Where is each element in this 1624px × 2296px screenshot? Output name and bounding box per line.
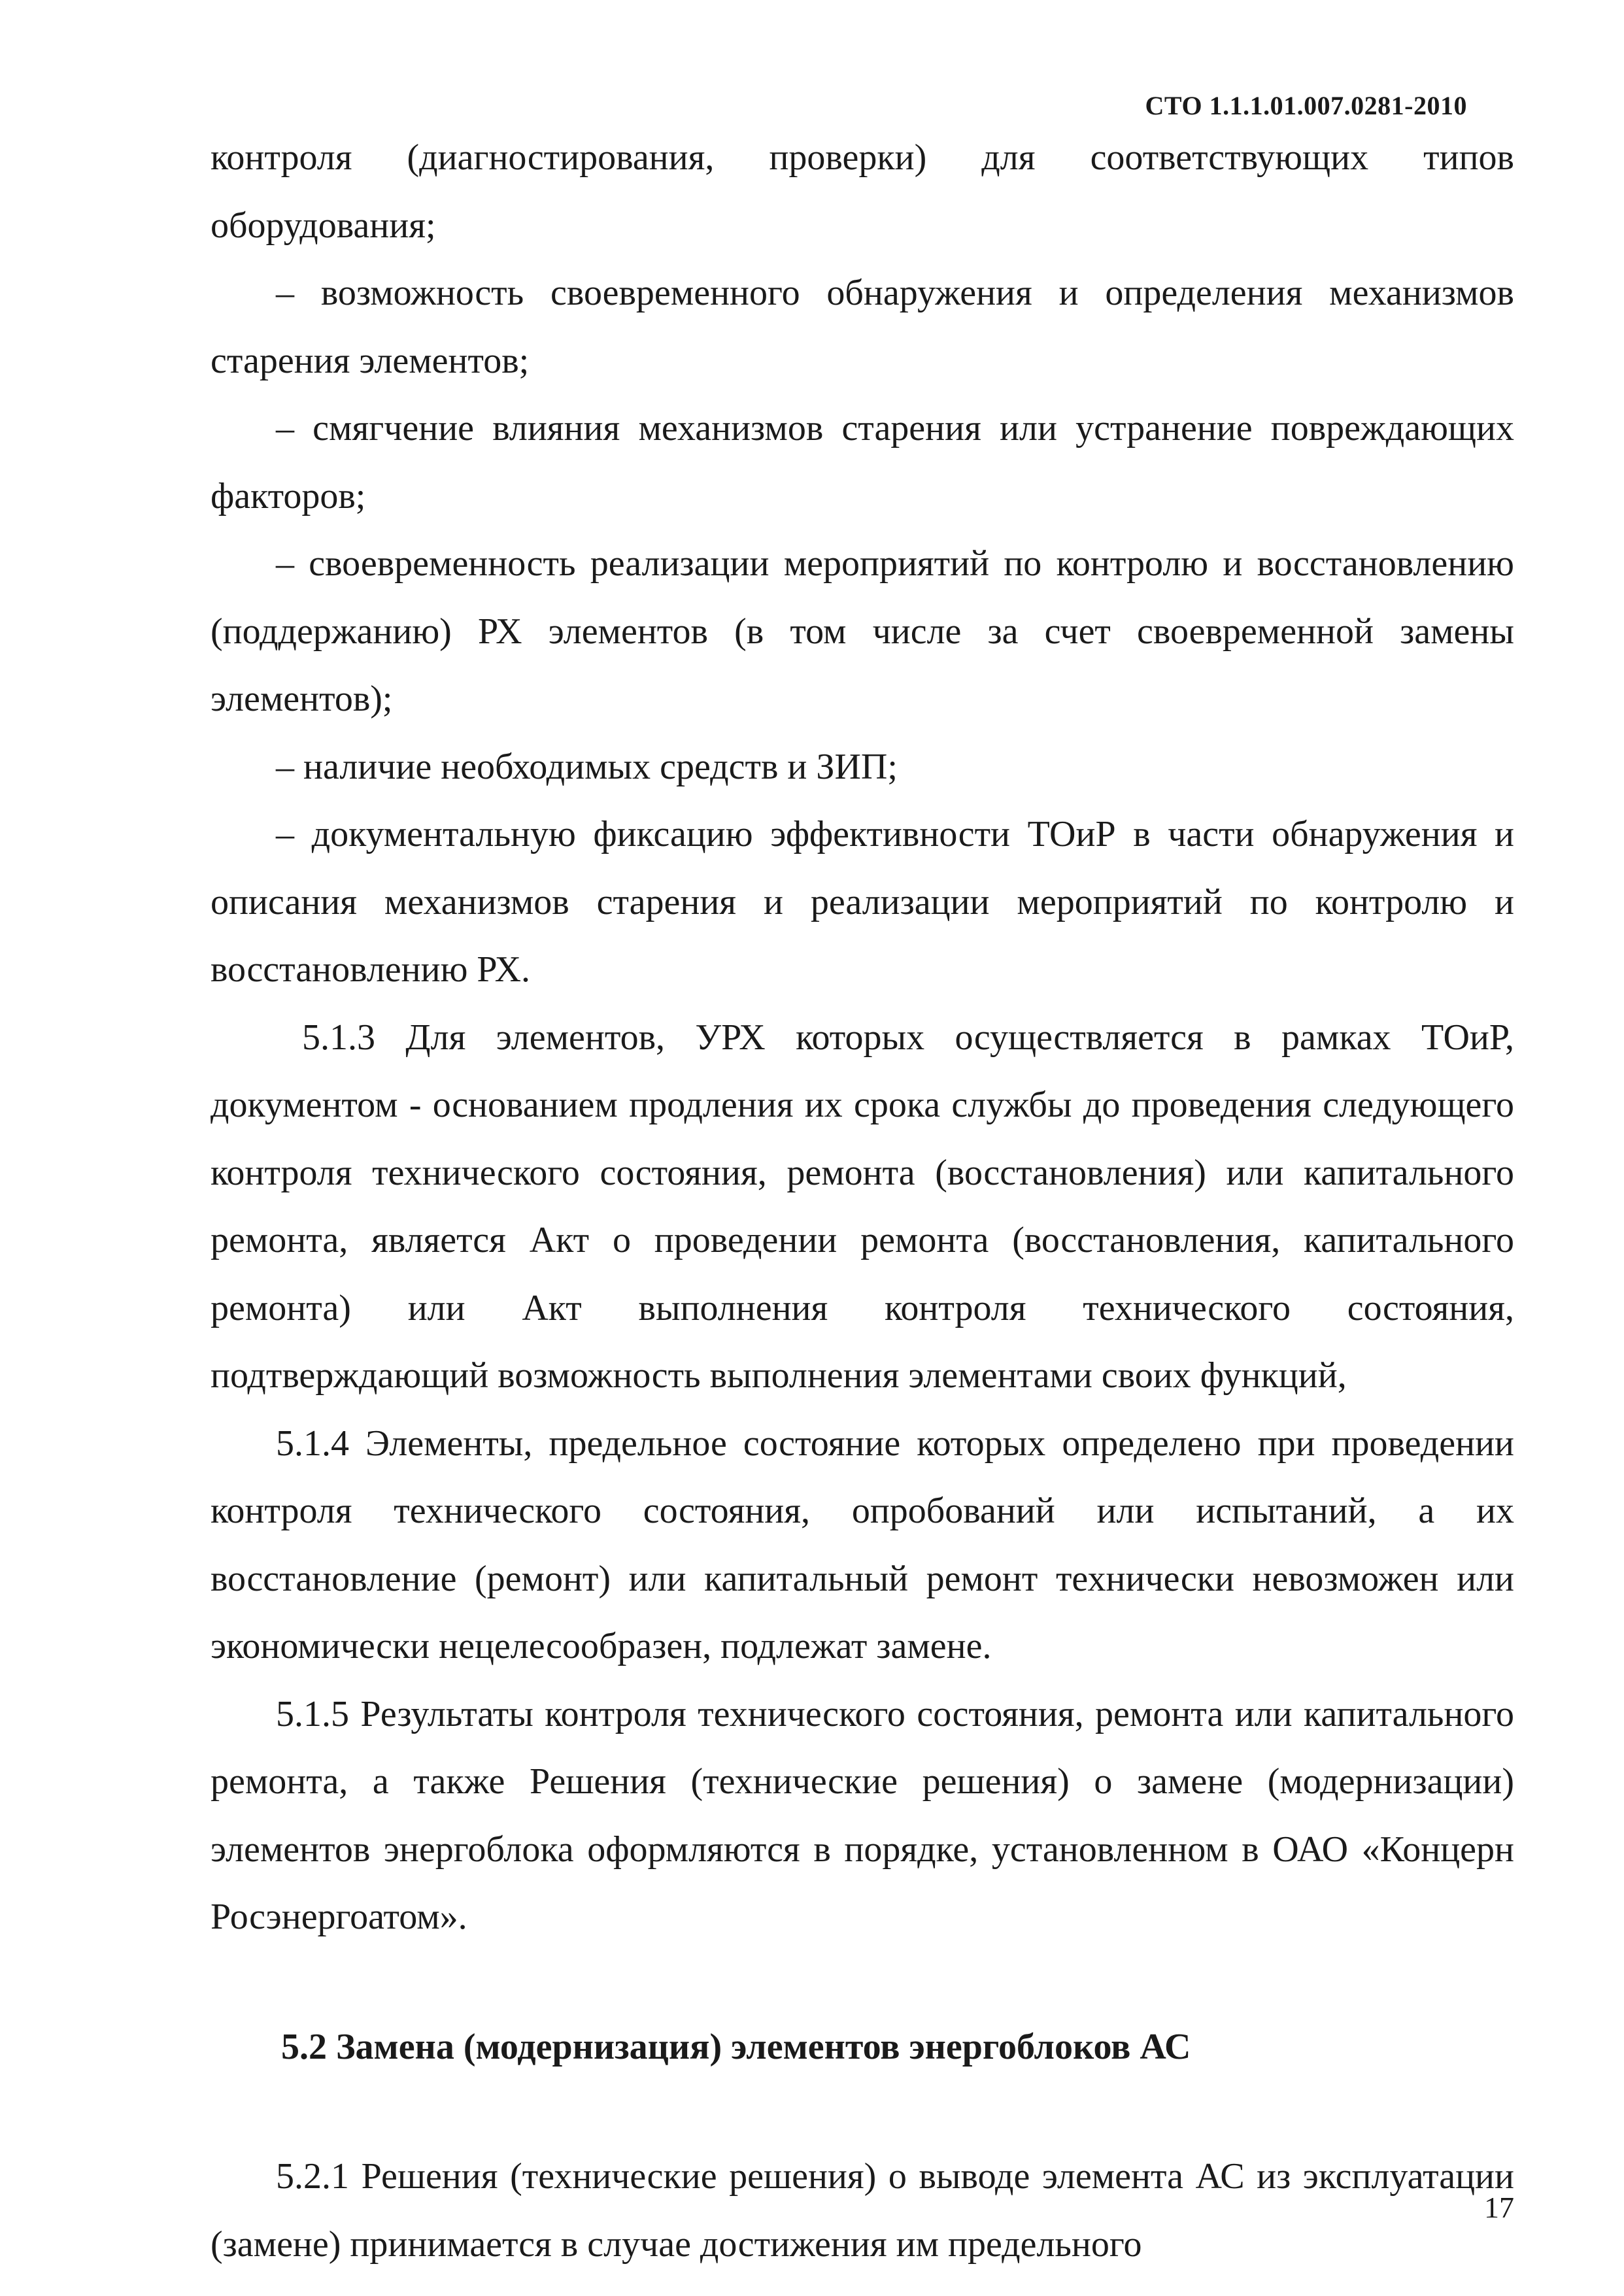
page-number: 17 <box>1484 2191 1514 2224</box>
document-code-header: СТО 1.1.1.01.007.0281-2010 <box>1145 91 1467 120</box>
paragraph-list-item: – документальную фиксацию эффективности ТОиР в части обнаружения и описания механизмов старения и реализации мероприятий по контролю и восстановлению РХ. <box>211 814 1514 990</box>
paragraph-list-item: – возможность своевременного обнаружения и определения механизмов старения элементов; <box>211 273 1514 381</box>
document-body <box>211 124 1514 2278</box>
paragraph-5-2-1: 5.2.1 Решения (технические решения) о выводе элемента АС из эксплуатации (замене) принимается в случае достижения им предельного <box>211 2156 1514 2265</box>
paragraph-5-1-5: 5.1.5 Результаты контроля технического состояния, ремонта или капитального ремонта, а также Решения (технические решения) о замене (модернизации) элементов энергоблока оформляются в порядке, установленном в ОАО «Концерн Росэнергоатом». <box>211 1693 1514 1937</box>
paragraph-continuation: контроля (диагностирования, проверки) для соответствующих типов оборудования; <box>211 137 1514 246</box>
paragraph-list-item: – своевременность реализации мероприятий по контролю и восстановлению (поддержанию) РХ элементов (в том числе за счет своевременной замены элементов); <box>211 543 1514 719</box>
paragraph-5-1-4: 5.1.4 Элементы, предельное состояние которых определено при проведении контроля технического состояния, опробований или испытаний, а их восстановление (ремонт) или капитальный ремонт технически невозможен или экономически нецелесообразен, подлежат замене. <box>211 1423 1514 1666</box>
paragraph-list-item: – наличие необходимых средств и ЗИП; <box>276 746 898 787</box>
section-heading: 5.2 Замена (модернизация) элементов энергоблоков АС <box>281 2026 1191 2067</box>
paragraph-5-1-3: 5.1.3 Для элементов, УРХ которых осуществляется в рамках ТОиР, документом - основанием продления их срока службы до проведения следующего контроля технического состояния, ремонта (восстановления) или капитального ремонта, является Акт о проведении ремонта (восстановления, капитального ремонта) или Акт выполнения контроля технического состояния, подтверждающий возможность выполнения элементами своих функций, <box>211 1017 1514 1396</box>
paragraph-list-item: – смягчение влияния механизмов старения или устранение повреждающих факторов; <box>211 408 1514 516</box>
